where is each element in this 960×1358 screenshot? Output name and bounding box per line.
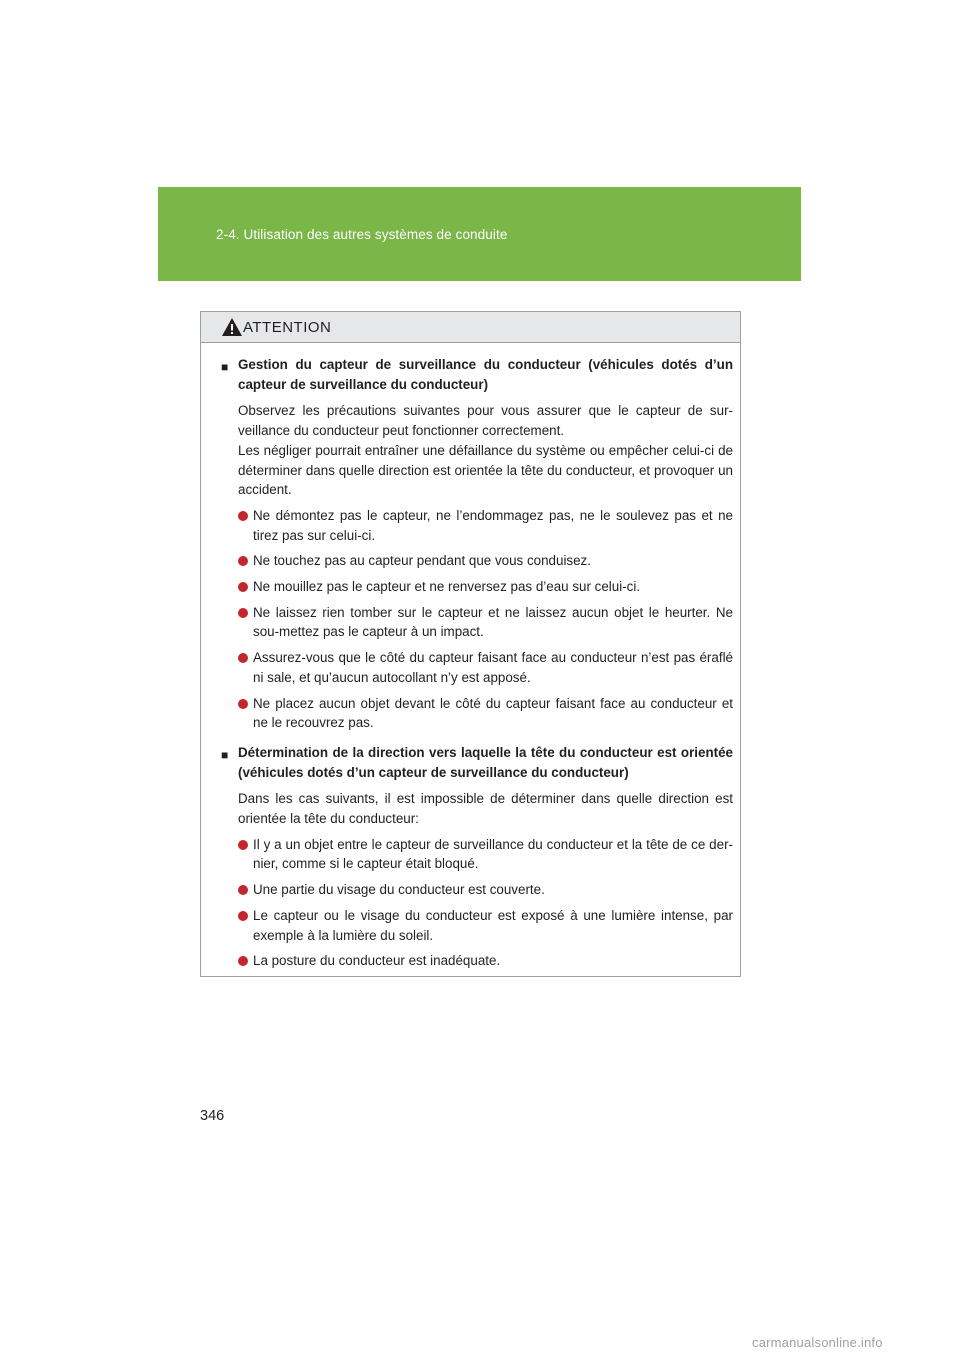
square-bullet-icon: ■	[221, 360, 229, 374]
section-title: 2-4. Utilisation des autres systèmes de conduite	[216, 227, 508, 242]
section-heading: ■ Détermination de la direction vers laquelle la tête du conducteur est orientée (véhicules dotés d’un capteur de surveillance du conducteur)	[221, 744, 733, 780]
attention-box	[200, 311, 741, 977]
bullet-dot-icon	[238, 556, 248, 566]
watermark: carmanualsonline.info	[752, 1335, 883, 1350]
warning-triangle-icon	[221, 317, 243, 337]
bullet-dot-icon	[238, 608, 248, 618]
list-item: Le capteur ou le visage du conducteur est exposé à une lumière intense, par exemple à la lumière du soleil.	[220, 906, 733, 945]
paragraph: Observez les précautions suivantes pour vous assurer que le capteur de sur-veillance du conducteur peut fonctionner correctement.	[238, 403, 733, 439]
attention-title: ATTENTION	[243, 319, 332, 336]
bullet-dot-icon	[238, 956, 248, 966]
list-item: La posture du conducteur est inadéquate.	[220, 951, 733, 971]
bullet-dot-icon	[238, 582, 248, 592]
list-item: Ne laissez rien tomber sur le capteur et ne laissez aucun objet le heurter. Ne sou-mettez pas le capteur à un impact.	[220, 603, 733, 642]
bullet-dot-icon	[238, 653, 248, 663]
list-item: Assurez-vous que le côté du capteur faisant face au conducteur n’est pas éraflé ni sale, et qu’aucun autocollant n’y est apposé.	[220, 648, 733, 687]
list-item: Ne démontez pas le capteur, ne l’endommagez pas, ne le soulevez pas et ne tirez pas sur celui-ci.	[220, 506, 733, 545]
bullet-dot-icon	[238, 911, 248, 921]
bullet-list	[220, 506, 733, 733]
bullet-dot-icon	[238, 699, 248, 709]
section-header-band	[158, 187, 801, 281]
square-bullet-icon: ■	[221, 747, 229, 762]
list-item: Ne placez aucun objet devant le côté du capteur faisant face au conducteur et ne le recouvrez pas.	[220, 694, 733, 733]
list-item: Une partie du visage du conducteur est couverte.	[220, 880, 733, 900]
section-heading: ■ Gestion du capteur de surveillance du conducteur (véhicules dotés d’un capteur de surveillance du conducteur)	[221, 357, 733, 392]
bullet-dot-icon	[238, 511, 248, 521]
attention-header	[201, 312, 740, 343]
paragraph: Dans les cas suivants, il est impossible de déterminer dans quelle direction est orientée la tête du conducteur:	[238, 791, 733, 827]
list-item: Il y a un objet entre le capteur de surveillance du conducteur et la tête de ce der-nier, comme si le capteur était bloqué.	[220, 835, 733, 874]
bullet-list	[220, 835, 733, 971]
list-item: Ne mouillez pas le capteur et ne renversez pas d’eau sur celui-ci.	[220, 577, 733, 597]
paragraph: Les négliger pourrait entraîner une défaillance du système ou empêcher celui-ci de déterminer dans quelle direction est orientée la tête du conducteur, et provoquer un accident.	[238, 442, 733, 498]
page-number: 346	[200, 1108, 225, 1124]
bullet-dot-icon	[238, 840, 248, 850]
bullet-dot-icon	[238, 885, 248, 895]
list-item: Ne touchez pas au capteur pendant que vous conduisez.	[220, 551, 733, 571]
attention-content	[201, 343, 740, 971]
